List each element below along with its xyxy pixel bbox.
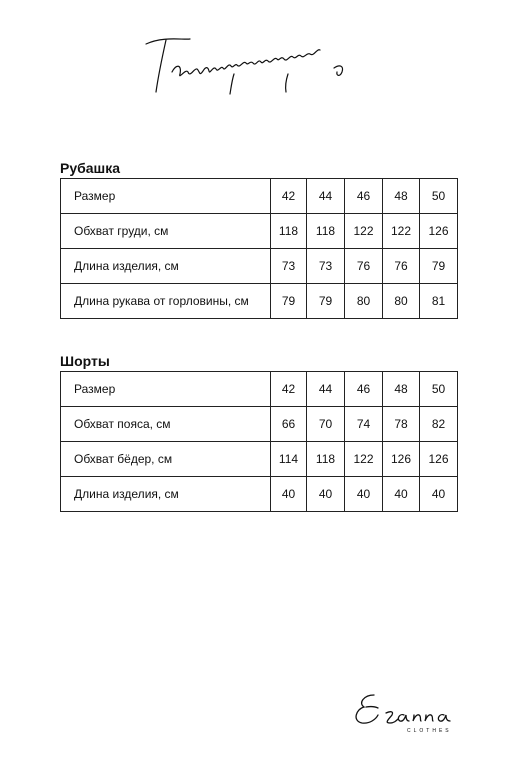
table-cell: 44 [307,179,345,214]
table-cell: 79 [271,284,307,319]
table-cell: 73 [307,249,345,284]
table-cell: 122 [383,214,420,249]
table-cell: 74 [345,407,383,442]
shirt-size-table [60,178,458,319]
table-cell: 48 [383,372,420,407]
shirt-section-title: Рубашка [60,160,121,176]
table-cell: 73 [271,249,307,284]
table-cell: 118 [307,442,345,477]
page-title [0,30,516,100]
table-cell: 80 [345,284,383,319]
row-label: Размер [61,179,271,214]
row-label: Размер [61,372,271,407]
table-cell: 50 [420,179,458,214]
shorts-size-table [60,371,458,512]
table-cell: 81 [420,284,458,319]
table-cell: 44 [307,372,345,407]
table-cell: 122 [345,442,383,477]
table-cell: 42 [271,372,307,407]
shorts-section-title: Шорты [60,353,110,369]
table-cell: 78 [383,407,420,442]
row-label: Обхват пояса, см [61,407,271,442]
table-cell: 40 [420,477,458,512]
table-cell: 79 [420,249,458,284]
row-label: Длина рукава от горловины, см [61,284,271,319]
table-cell: 50 [420,372,458,407]
table-cell: 40 [307,477,345,512]
row-label: Обхват бёдер, см [61,442,271,477]
table-cell: 118 [271,214,307,249]
table-cell: 76 [345,249,383,284]
table-row [61,407,458,442]
table-row [61,214,458,249]
table-cell: 126 [420,214,458,249]
table-cell: 76 [383,249,420,284]
brand-logo [352,685,492,733]
table-row [61,249,458,284]
row-label: Длина изделия, см [61,477,271,512]
table-cell: 79 [307,284,345,319]
table-cell: 122 [345,214,383,249]
table-row [61,179,458,214]
brand-subtitle: CLOTHES [407,728,452,734]
table-row [61,477,458,512]
table-row [61,442,458,477]
table-cell: 126 [420,442,458,477]
table-cell: 118 [307,214,345,249]
table-cell: 46 [345,372,383,407]
table-cell: 40 [345,477,383,512]
table-cell: 48 [383,179,420,214]
row-label: Длина изделия, см [61,249,271,284]
table-row [61,372,458,407]
table-row [61,284,458,319]
table-cell: 40 [383,477,420,512]
row-label: Обхват груди, см [61,214,271,249]
table-cell: 82 [420,407,458,442]
table-cell: 80 [383,284,420,319]
table-cell: 40 [271,477,307,512]
title-script-image [138,30,378,100]
table-cell: 66 [271,407,307,442]
table-cell: 42 [271,179,307,214]
table-cell: 46 [345,179,383,214]
table-cell: 70 [307,407,345,442]
table-cell: 114 [271,442,307,477]
table-cell: 126 [383,442,420,477]
